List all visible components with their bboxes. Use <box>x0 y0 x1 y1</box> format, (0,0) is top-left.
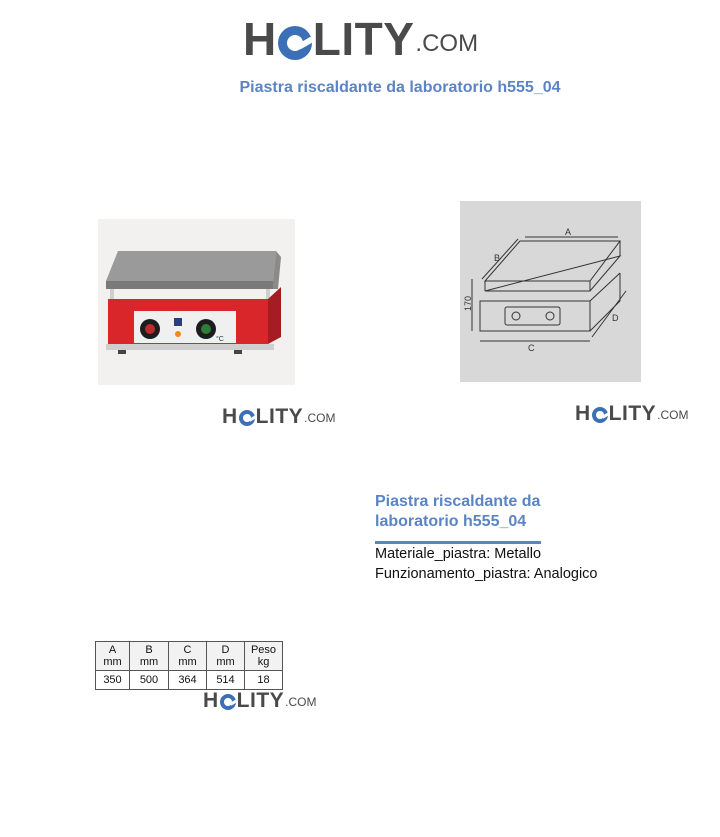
table-row <box>96 671 283 690</box>
technical-drawing <box>460 201 641 382</box>
drawing-label-d: D <box>612 313 619 323</box>
logo-o-icon <box>592 407 608 423</box>
product-title: Piastra riscaldante da laboratorio h555_04 <box>375 493 541 530</box>
dimensions-table <box>95 641 283 690</box>
table-cell: 364 <box>169 671 207 690</box>
title-divider <box>375 541 541 544</box>
logo-letters: LITY <box>312 13 415 65</box>
brand-logo[interactable] <box>243 13 479 65</box>
drawing-label-c: C <box>528 343 535 353</box>
drawing-label-a: A <box>565 227 572 237</box>
table-header-row <box>96 642 283 671</box>
product-photo <box>98 219 295 385</box>
table-header-cell: Peso kg <box>245 642 283 671</box>
table-header-cell: C mm <box>169 642 207 671</box>
drawing-label-height: 170 <box>463 295 473 311</box>
logo-letter-h: H <box>243 13 277 65</box>
spec-operation: Funzionamento_piastra: Analogico <box>375 566 598 582</box>
drawing-brand-logo: H LITY .COM <box>575 402 689 425</box>
hot-plate-image <box>98 219 295 385</box>
table-cell: 350 <box>96 671 130 690</box>
table-header-cell: B mm <box>130 642 169 671</box>
photo-brand-logo: H LITY .COM <box>222 405 336 428</box>
spec-material: Materiale_piastra: Metallo <box>375 546 542 562</box>
logo-domain: .COM <box>415 30 479 57</box>
logo-o-icon <box>278 26 312 60</box>
dial-label: °C <box>216 336 224 343</box>
table-cell: 500 <box>130 671 169 690</box>
page-title: Piastra riscaldante da laboratorio h555_04 <box>239 79 561 96</box>
table-cell: 514 <box>207 671 245 690</box>
table-cell: 18 <box>245 671 283 690</box>
logo-o-icon <box>220 694 236 710</box>
table-brand-logo: H LITY .COM <box>203 689 317 712</box>
table-header-cell: D mm <box>207 642 245 671</box>
logo-o-icon <box>239 410 255 426</box>
dimension-drawing-image <box>460 201 641 382</box>
table-header-cell: A mm <box>96 642 130 671</box>
drawing-label-b: B <box>494 253 501 263</box>
